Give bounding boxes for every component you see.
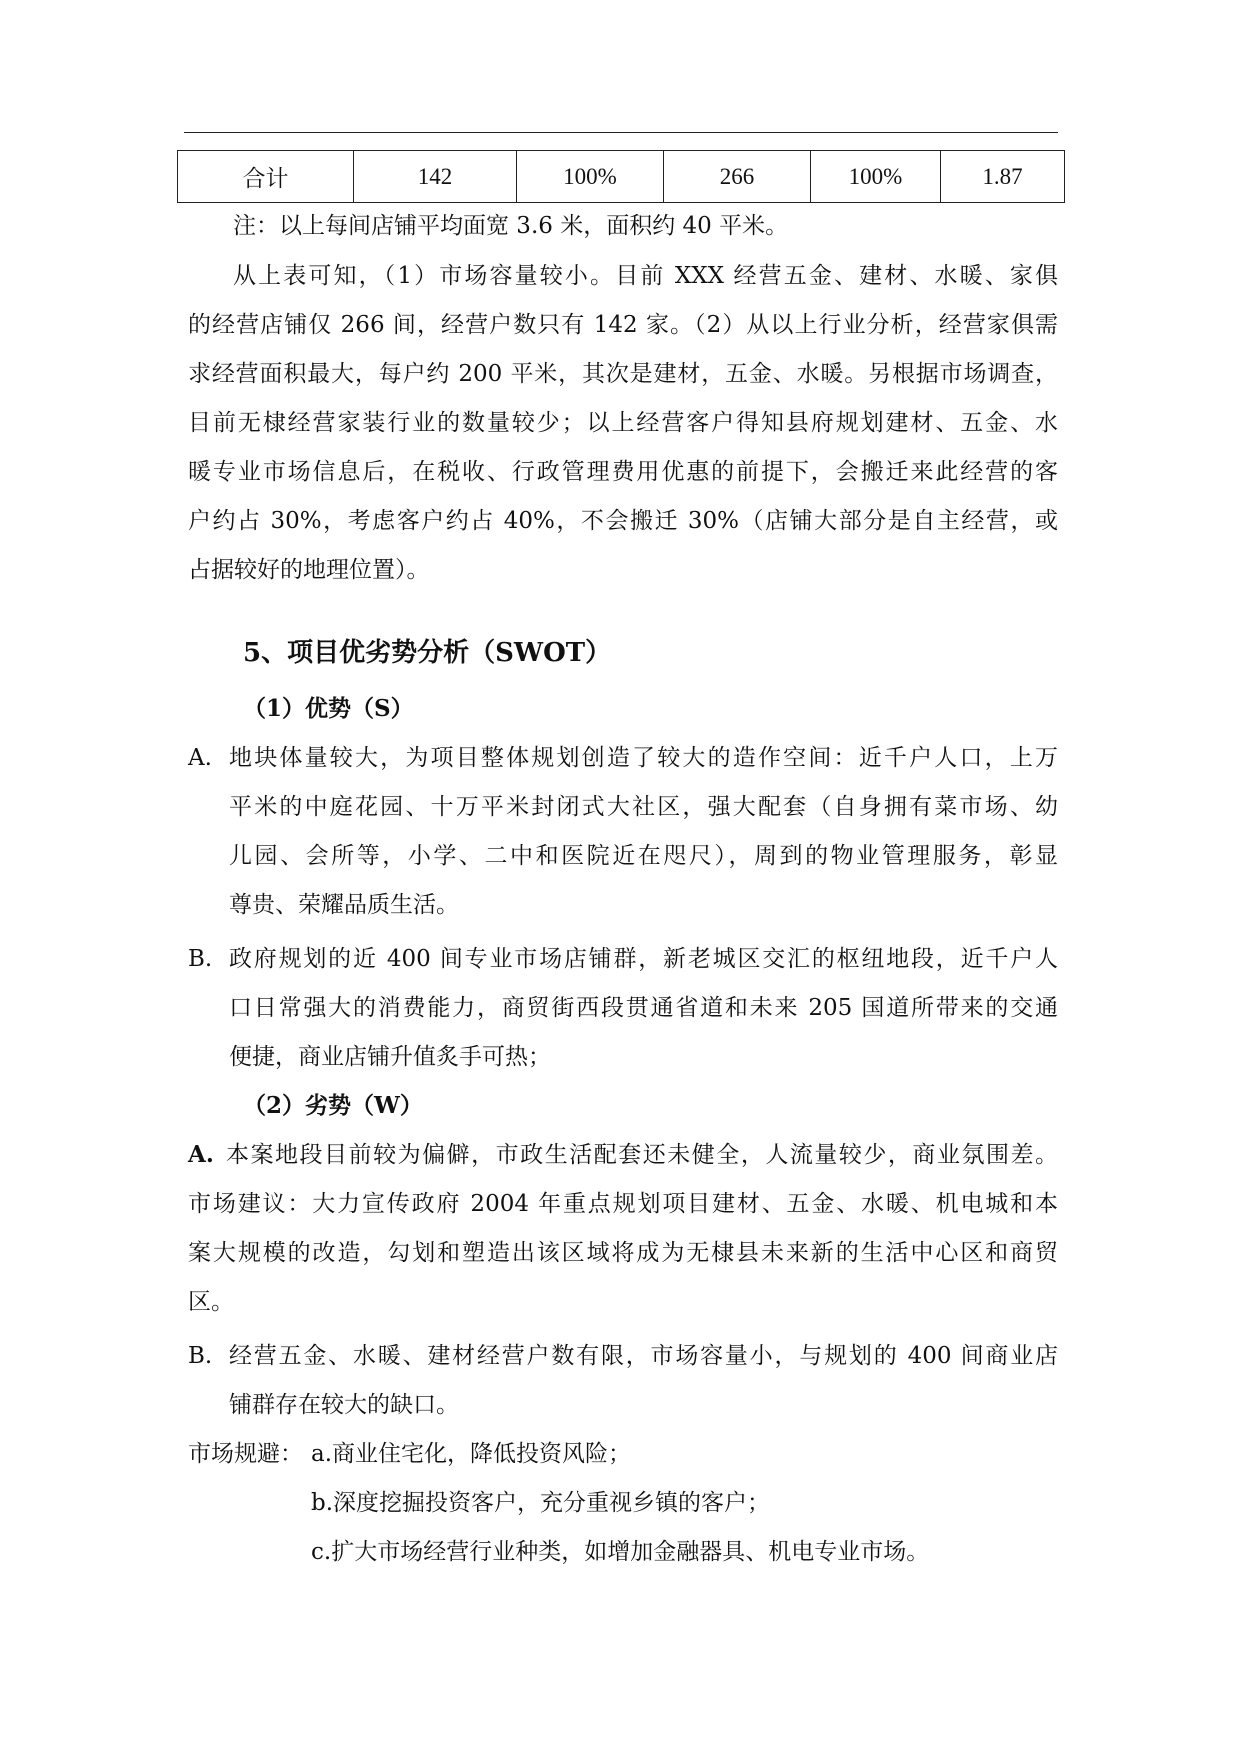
list-marker: A. — [188, 1141, 214, 1168]
analysis-line: 户约占 30%，考虑客户约占 40%，不会搬迁 30%（店铺大部分是自主经营，或 — [188, 508, 1058, 534]
weakness-b-line: 经营五金、水暖、建材经营户数有限，市场容量小，与规划的 400 间商业店 — [229, 1343, 1058, 1369]
market-advice-line: 市场建议：大力宣传政府 2004 年重点规划项目建材、五金、水暖、机电城和本 — [188, 1191, 1058, 1217]
analysis-line: 暖专业市场信息后，在税收、行政管理费用优惠的前提下，会搬迁来此经营的客 — [188, 459, 1058, 485]
strength-b-line: 政府规划的近 400 间专业市场店铺群，新老城区交汇的枢纽地段，近千户人 — [229, 946, 1058, 972]
table-row-total — [178, 151, 1065, 203]
table-note: 注：以上每间店铺平均面宽 3.6 米，面积约 40 平米。 — [233, 213, 789, 239]
list-marker: B. — [188, 946, 213, 972]
weakness-a-text: 本案地段目前较为偏僻，市政生活配套还未健全，人流量较少，商业氛围差。 — [226, 1142, 1058, 1168]
table-cell-shops-percent: 100% — [811, 151, 941, 203]
market-advice-line: 案大规模的改造，勾划和塑造出该区域将成为无棣县未来新的生活中心区和商贸 — [188, 1240, 1058, 1266]
list-marker: A. — [188, 745, 212, 771]
header-rule — [184, 132, 1058, 133]
analysis-line: 占据较好的地理位置）。 — [188, 557, 430, 583]
list-marker: B. — [188, 1343, 213, 1369]
strength-a-line: 平米的中庭花园、十万平米封闭式大社区，强大配套（自身拥有菜市场、幼 — [229, 794, 1058, 820]
market-avoid-label: 市场规避： — [188, 1441, 303, 1467]
market-avoid-item: a.商业住宅化，降低投资风险； — [311, 1441, 632, 1467]
strength-a-line: 儿园、会所等，小学、二中和医院近在咫尺），周到的物业管理服务，彰显 — [229, 843, 1058, 869]
weakness-b-line: 铺群存在较大的缺口。 — [229, 1392, 459, 1418]
weaknesses-heading: （2）劣势（W） — [243, 1092, 423, 1119]
strengths-heading: （1）优势（S） — [243, 695, 414, 722]
market-avoid-item: b.深度挖掘投资客户，充分重视乡镇的客户； — [311, 1490, 771, 1516]
table-cell-label: 合计 — [178, 151, 354, 203]
analysis-line: 的经营店铺仅 266 间，经营户数只有 142 家。（2）从以上行业分析，经营家俱需 — [188, 312, 1058, 338]
strength-a-line: 尊贵、荣耀品质生活。 — [229, 892, 459, 918]
analysis-line: 目前无棣经营家装行业的数量较少；以上经营客户得知县府规划建材、五金、水 — [188, 410, 1058, 436]
strength-a-line: 地块体量较大，为项目整体规划创造了较大的造作空间：近千户人口，上万 — [229, 745, 1058, 771]
table-cell-ratio: 1.87 — [941, 151, 1065, 203]
analysis-line: 从上表可知，（1）市场容量较小。目前 XXX 经营五金、建材、水暖、家俱 — [233, 263, 1058, 289]
totals-table — [177, 150, 1065, 203]
table-cell-households: 142 — [354, 151, 517, 203]
strength-b-line: 口日常强大的消费能力，商贸街西段贯通省道和未来 205 国道所带来的交通 — [229, 995, 1058, 1021]
section-heading: 5、项目优劣势分析（SWOT） — [243, 638, 612, 668]
market-advice-line: 区。 — [188, 1289, 234, 1315]
analysis-line: 求经营面积最大，每户约 200 平米，其次是建材，五金、水暖。另根据市场调查， — [188, 361, 1058, 387]
table-cell-households-percent: 100% — [517, 151, 664, 203]
table-cell-shops: 266 — [664, 151, 811, 203]
market-avoid-item: c.扩大市场经营行业种类，如增加金融器具、机电专业市场。 — [311, 1539, 930, 1565]
strength-b-line: 便捷，商业店铺升值炙手可热； — [229, 1044, 551, 1070]
